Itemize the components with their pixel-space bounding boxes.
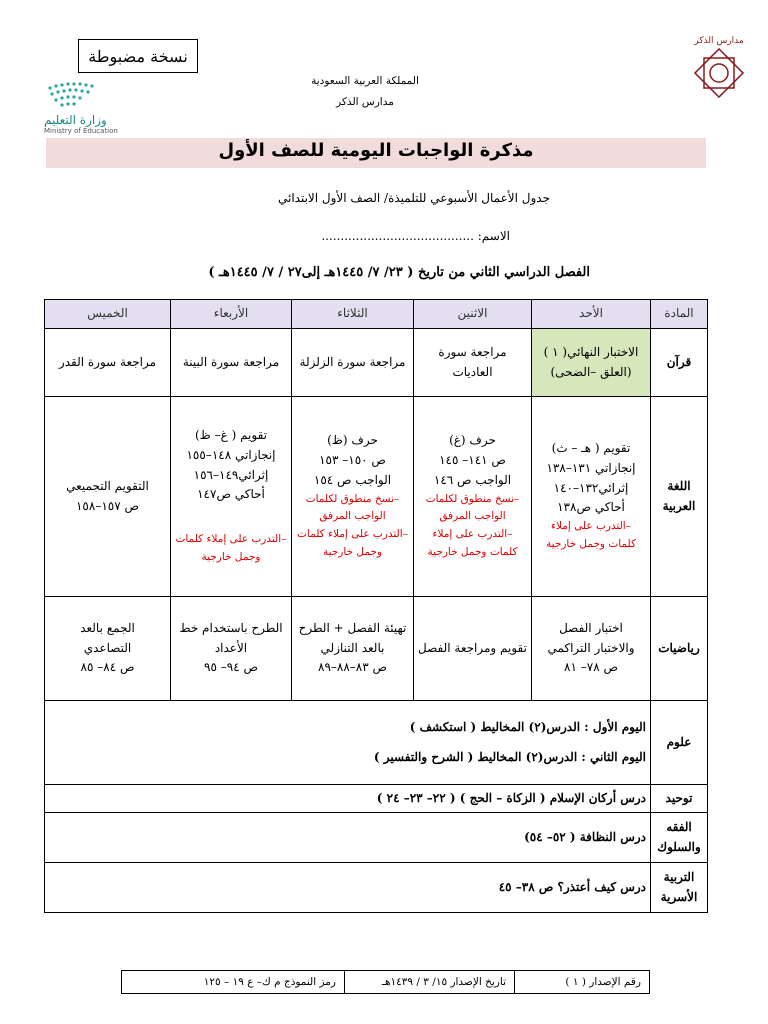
certified-copy-stamp: نسخة مضبوطة	[78, 39, 198, 73]
subject-fiqh: الفقه والسلوك	[651, 813, 708, 863]
page-title: مذكرة الواجبات اليومية للصف الأول	[218, 140, 534, 161]
table-row-math	[45, 597, 708, 701]
arabic-tuesday-line: الواجب ص ١٥٤	[313, 472, 392, 487]
term-dates: الفصل الدراسي الثاني من تاريخ ( ٢٣/ ٧/ ١٤٤٥هـ إلى٢٧ / ٧/ ١٤٤٥هـ )	[208, 265, 590, 280]
header-subject: المادة	[651, 300, 708, 329]
weekly-schedule-table	[44, 299, 708, 913]
issue-date: تاريخ الإصدار ١٥/ ٣ / ١٤٣٩هـ	[345, 971, 515, 994]
arabic-wednesday	[171, 397, 292, 597]
math-tuesday-line: بالعد التنازلي	[320, 640, 385, 655]
table-row-family	[45, 863, 708, 913]
math-sunday-line: ص ٧٨– ٨١	[564, 660, 618, 675]
arabic-wednesday-line: إثرائي١٤٩–١٥٦	[193, 467, 269, 482]
arabic-sunday	[532, 397, 651, 597]
tawheed-plan: درس أركان الإسلام ( الزكاة – الحج ) ( ٢٢– ٢٣– ٢٤ )	[45, 785, 651, 813]
math-thursday-line: الجمع بالعد	[80, 620, 135, 635]
arabic-tuesday-line: حرف (ظ)	[327, 433, 378, 448]
arabic-tuesday-note: –نسخ منطوق لكلمات الواجب المرفق	[305, 492, 400, 523]
math-wednesday-line: الطرح باستخدام خط	[179, 620, 283, 635]
header-tuesday: الثلاثاء	[292, 300, 414, 329]
school-logo-icon	[688, 36, 750, 106]
subject-arabic: اللغة العربية	[651, 397, 708, 597]
subject-science: علوم	[651, 701, 708, 785]
quran-sunday-line: الاختبار النهائي( ١ )	[543, 344, 639, 359]
science-line: اليوم الثاني : الدرس(٢) المخاليط ( الشرح والتفسير )	[373, 749, 646, 764]
student-name-field: الاسم: ........................................	[321, 229, 510, 243]
header-sunday: الأحد	[532, 300, 651, 329]
schedule-subtitle: جدول الأعمال الأسبوعي للتلميذة/ الصف الأول الابتدائي	[277, 191, 550, 205]
quran-sunday-line: (العلق –الضحى)	[550, 364, 632, 379]
document-footer	[121, 970, 650, 994]
arabic-monday-line: الواجب ص ١٤٦	[433, 472, 512, 487]
math-sunday-line: والاختبار التراكمي	[547, 640, 635, 655]
arabic-wednesday-line: تقويم ( غ– ظ)	[195, 428, 267, 443]
math-thursday-line: التصاعدي	[83, 640, 132, 655]
header-wednesday: الأربعاء	[171, 300, 292, 329]
table-row-tawheed	[45, 785, 708, 813]
arabic-wednesday-line: إنجازاتي ١٤٨–١٥٥	[186, 447, 276, 462]
arabic-sunday-line: أحاكي ص١٣٨	[557, 500, 625, 515]
arabic-wednesday-line: أحاكي ص١٤٧	[197, 487, 265, 502]
quran-monday: مراجعة سورة العاديات	[414, 329, 532, 397]
arabic-tuesday-note: –التدرب على إملاء كلمات وجمل خارجية	[297, 528, 408, 559]
ministry-name-arabic: وزارة التعليم	[44, 113, 107, 127]
subject-family: التربية الأسرية	[651, 863, 708, 913]
school-name: مدارس الذكر	[336, 96, 394, 108]
country-name: المملكة العربية السعودية	[311, 75, 419, 87]
quran-sunday	[532, 329, 651, 397]
arabic-sunday-line: إثرائي١٣٢–١٤٠	[553, 480, 629, 495]
form-code: رمز النموذج م ك– ع ١٩ – ١٢٥	[122, 971, 345, 994]
math-thursday	[45, 597, 171, 701]
arabic-thursday-line: ص ١٥٧–١٥٨	[75, 498, 139, 513]
math-wednesday-line: ص ٩٤– ٩٥	[204, 660, 258, 675]
table-row-science	[45, 701, 708, 785]
fiqh-plan: درس النظافة ( ٥٢– ٥٤)	[45, 813, 651, 863]
math-tuesday	[292, 597, 414, 701]
science-plan	[45, 701, 651, 785]
math-wednesday	[171, 597, 292, 701]
ministry-name-english: Ministry of Education	[44, 127, 118, 135]
math-thursday-line: ص ٨٤– ٨٥	[80, 660, 135, 675]
subject-quran: قرآن	[651, 329, 708, 397]
table-row-fiqh	[45, 813, 708, 863]
arabic-monday-line: حرف (غ)	[449, 433, 496, 448]
header-monday: الاثنين	[414, 300, 532, 329]
family-plan: درس كيف أعتذر؟ ص ٣٨– ٤٥	[45, 863, 651, 913]
arabic-sunday-line: تقويم ( هـ – ث)	[551, 441, 631, 456]
arabic-sunday-line: إنجازاتي ١٣١–١٣٨	[546, 460, 636, 475]
arabic-tuesday	[292, 397, 414, 597]
table-header-row	[45, 300, 708, 329]
arabic-monday-note: –التدرب على إملاء كلمات وجمل خارجية	[427, 528, 518, 559]
quran-tuesday: مراجعة سورة الزلزلة	[292, 329, 414, 397]
math-tuesday-line: تهيئة الفصل + الطرح	[298, 620, 407, 635]
table-row-quran	[45, 329, 708, 397]
arabic-tuesday-line: ص ١٥٠– ١٥٣	[319, 452, 386, 467]
arabic-monday	[414, 397, 532, 597]
math-tuesday-line: ص ٨٣–٨٨–٨٩	[318, 660, 387, 675]
arabic-thursday-line: التقويم التجميعي	[66, 478, 149, 493]
arabic-monday-line: ص ١٤١– ١٤٥	[439, 452, 506, 467]
math-wednesday-line: الأعداد	[214, 640, 248, 655]
math-monday: تقويم ومراجعة الفصل	[414, 597, 532, 701]
subject-tawheed: توحيد	[651, 785, 708, 813]
science-line: اليوم الأول : الدرس(٢) المخاليط ( استكشف )	[409, 719, 646, 734]
math-sunday-line: اختبار الفصل	[559, 620, 623, 635]
quran-wednesday: مراجعة سورة البينة	[171, 329, 292, 397]
table-row-arabic	[45, 397, 708, 597]
math-sunday	[532, 597, 651, 701]
quran-thursday: مراجعة سورة القدر	[45, 329, 171, 397]
header-thursday: الخميس	[45, 300, 171, 329]
school-logo-label: مدارس الذكر	[694, 36, 744, 46]
version-number: رقم الإصدار ( ١ )	[515, 971, 650, 994]
arabic-wednesday-note: –التدرب على إملاء كلمات وجمل خارجية	[175, 533, 287, 564]
arabic-sunday-note: –التدرب على إملاء كلمات وجمل خارجية	[546, 520, 636, 551]
arabic-thursday	[45, 397, 171, 597]
arabic-monday-note: –نسخ منطوق لكلمات الواجب المرفق	[425, 492, 520, 523]
subject-math: رياضيات	[651, 597, 708, 701]
